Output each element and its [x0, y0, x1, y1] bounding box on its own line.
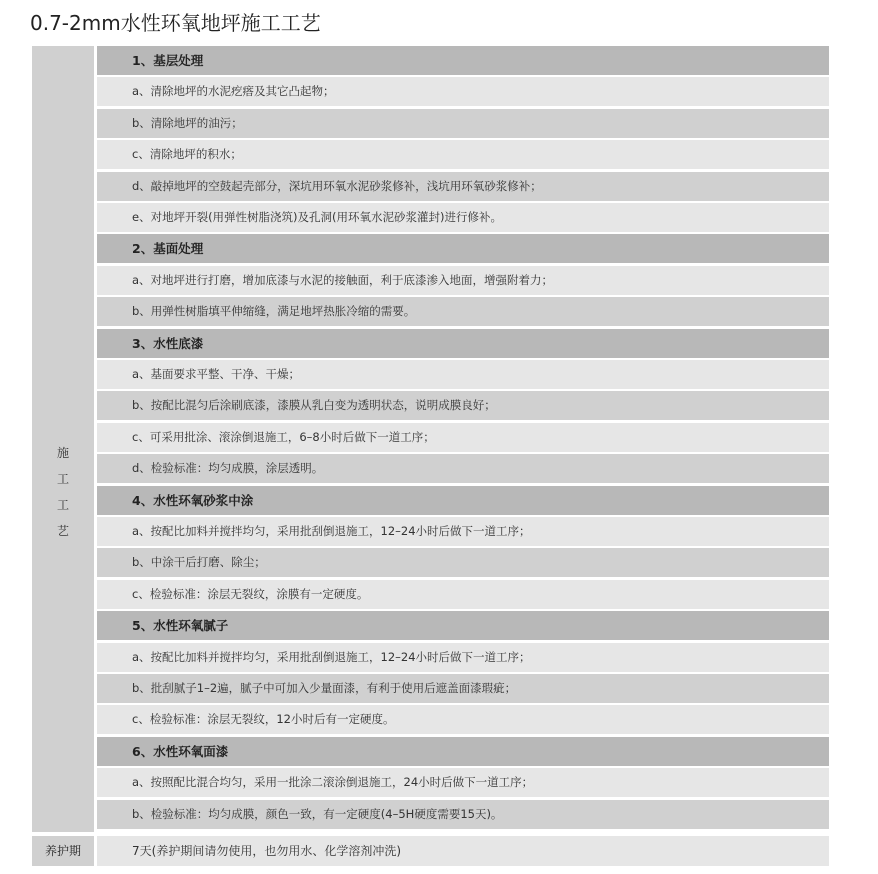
step-item-row	[97, 800, 829, 829]
step-item-text: d、检验标准：均匀成膜，涂层透明。	[132, 461, 324, 476]
step-item-text: b、用弹性树脂填平伸缩缝，满足地坪热胀冷缩的需要。	[132, 304, 416, 319]
step-item-row	[97, 517, 829, 546]
step-item-row	[97, 360, 829, 389]
step-header-row	[97, 486, 829, 515]
step-item-text: a、基面要求平整、干净、干燥；	[132, 367, 301, 381]
step-header-text: 3、水性底漆	[132, 335, 204, 351]
section-label-char: 工	[56, 472, 69, 486]
step-item-text: c、清除地坪的积水；	[132, 147, 242, 162]
process-section-label	[32, 440, 94, 544]
step-item-row	[97, 580, 829, 609]
step-item-text: b、中涂干后打磨、除尘；	[132, 555, 266, 570]
step-header-row	[97, 737, 829, 766]
step-item-row	[97, 674, 829, 703]
step-header-text: 1、基层处理	[132, 53, 204, 68]
step-item-text: a、按配比加料并搅拌均匀，采用批刮倒退施工，12–24小时后做下一道工序；	[132, 649, 531, 664]
step-item-row	[97, 705, 829, 734]
process-table	[32, 46, 829, 866]
step-item-row	[97, 172, 829, 201]
step-item-row	[97, 643, 829, 672]
step-item-text: e、对地坪开裂(用弹性树脂浇筑)及孔洞(用环氧水泥砂浆灌封)进行修补。	[132, 210, 503, 224]
step-item-row	[97, 203, 829, 232]
section-label-char: 工	[56, 498, 69, 512]
step-item-text: d、敲掉地坪的空鼓起壳部分，深坑用环氧水泥砂浆修补，浅坑用环氧砂浆修补；	[132, 178, 542, 193]
step-header-text: 5、水性环氧腻子	[132, 618, 229, 634]
step-item-row	[97, 266, 829, 295]
maintenance-text: 7天(养护期间请勿使用，也勿用水、化学溶剂冲洗)	[132, 844, 401, 858]
step-header-text: 2、基面处理	[132, 241, 204, 257]
step-item-text: c、可采用批涂、滚涂倒退施工，6–8小时后做下一道工序；	[132, 429, 435, 444]
step-item-row	[97, 548, 829, 577]
step-header-row	[97, 611, 829, 640]
step-item-row	[97, 391, 829, 420]
maintenance-label: 养护期	[32, 836, 94, 866]
step-item-row	[97, 454, 829, 483]
section-label-char: 施	[56, 446, 69, 460]
step-item-row	[97, 297, 829, 326]
step-item-text: a、对地坪进行打磨，增加底漆与水泥的接触面，利于底漆渗入地面，增强附着力；	[132, 272, 554, 287]
step-item-text: b、按配比混匀后涂刷底漆，漆膜从乳白变为透明状态，说明成膜良好；	[132, 398, 496, 413]
step-header-row	[97, 329, 829, 358]
step-header-row	[97, 234, 829, 263]
step-item-row	[97, 77, 829, 106]
process-section-cell	[32, 46, 94, 832]
step-item-text: a、按照配比混合均匀，采用一批涂二滚涂倒退施工，24小时后做下一道工序；	[132, 775, 534, 790]
step-item-text: b、清除地坪的油污；	[132, 115, 243, 130]
step-header-text: 4、水性环氧砂浆中涂	[132, 492, 254, 508]
step-item-text: c、检验标准：涂层无裂纹，涂膜有一定硬度。	[132, 586, 369, 601]
section-label-char: 艺	[56, 524, 69, 538]
step-item-text: c、检验标准：涂层无裂纹，12小时后有一定硬度。	[132, 712, 395, 727]
step-header-text: 6、水性环氧面漆	[132, 743, 229, 759]
step-item-row	[97, 140, 829, 169]
step-item-row	[97, 768, 829, 797]
maintenance-row	[97, 836, 829, 866]
step-item-text: a、清除地坪的水泥疙瘩及其它凸起物；	[132, 84, 335, 99]
page-title: 0.7-2mm水性环氧地坪施工工艺	[30, 11, 321, 35]
step-item-row	[97, 109, 829, 138]
step-item-text: b、检验标准：均匀成膜，颜色一致，有一定硬度(4–5H硬度需要15天)。	[132, 806, 503, 821]
step-item-row	[97, 423, 829, 452]
step-header-row	[97, 46, 829, 75]
step-item-text: b、批刮腻子1–2遍，腻子中可加入少量面漆，有利于使用后遮盖面漆瑕疵；	[132, 681, 517, 695]
step-item-text: a、按配比加料并搅拌均匀，采用批刮倒退施工，12–24小时后做下一道工序；	[132, 524, 531, 538]
